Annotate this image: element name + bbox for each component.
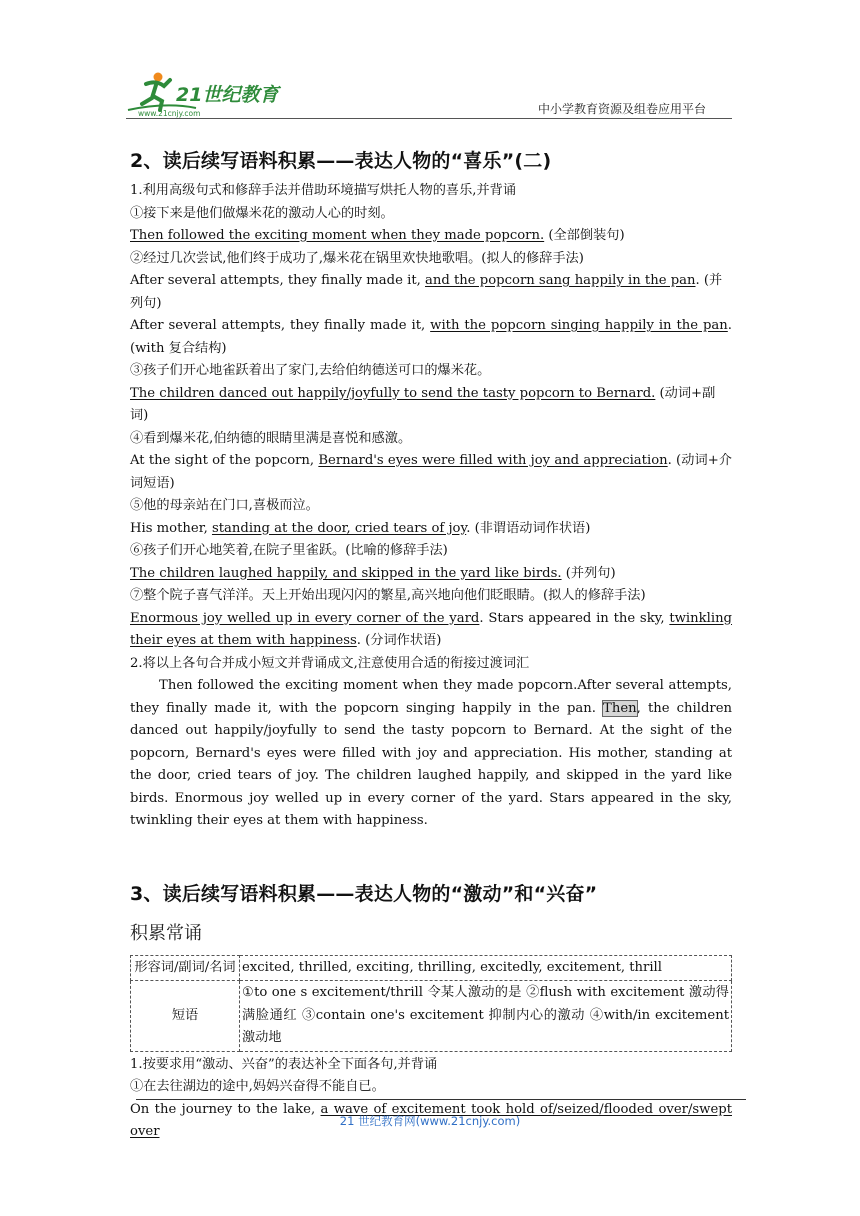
sentence-en bbox=[130, 225, 732, 248]
answer-underline: The children danced out happily/joyfully to send the tasty popcorn to Bernard. bbox=[130, 385, 656, 401]
answer-underline: twinkling their eyes at them with happiness bbox=[130, 610, 733, 648]
section-2-title: 2、读后续写语料积累——表达人物的“喜乐”(二) bbox=[130, 150, 552, 172]
answer-underline: and the popcorn sang happily in the pan bbox=[425, 273, 696, 288]
sentence-cn: ⑤他的母亲站在门口,喜极而泣。 bbox=[130, 498, 319, 513]
sentence-cn: ①在去往湖边的途中,妈妈兴奋得不能自已。 bbox=[130, 1079, 385, 1094]
sentence-en bbox=[130, 450, 732, 495]
header-divider bbox=[126, 118, 732, 119]
sentence-text: After several attempts, they finally made it, bbox=[130, 273, 426, 288]
task-instruction: 2.将以上各句合并成小短文并背诵成文,注意使用合适的衔接过渡词汇 bbox=[130, 655, 530, 671]
footer-link[interactable]: 21 世纪教育网(www.21cnjy.com) bbox=[339, 1114, 521, 1128]
sentence-cn: ⑥孩子们开心地笑着,在院子里雀跃。(比喻的修辞手法) bbox=[130, 543, 448, 558]
table-row bbox=[131, 981, 732, 1052]
sentence-text: His mother, bbox=[130, 520, 212, 536]
answer-underline: Enormous joy welled up in every corner of the yard bbox=[130, 610, 480, 626]
summary-paragraph bbox=[130, 675, 732, 833]
svg-text:21世纪教育: 21世纪教育 bbox=[176, 84, 279, 106]
table-label-cell: 形容词/副词/名词 bbox=[131, 955, 240, 981]
grammar-note: (全部倒装句) bbox=[544, 228, 625, 243]
main-content bbox=[130, 146, 732, 1144]
grammar-note: . (非谓语动词作状语) bbox=[466, 520, 591, 536]
sentence-text: After several attempts, they finally made it, bbox=[130, 318, 431, 333]
svg-text:www.21cnjy.com: www.21cnjy.com bbox=[138, 109, 201, 118]
section-3-title: 3、读后续写语料积累——表达人物的“激动”和“兴奋” bbox=[130, 882, 598, 905]
sentence-cn: ③孩子们开心地雀跃着出了家门,去给伯纳德送可口的爆米花。 bbox=[130, 363, 491, 378]
grammar-note: . (动词+介词短语) bbox=[130, 453, 732, 491]
grammar-note: (动词+副词) bbox=[130, 385, 716, 423]
sentence-text: At the sight of the popcorn, bbox=[130, 453, 319, 468]
sentence-cn: ④看到爆米花,伯纳德的眼睛里满是喜悦和感激。 bbox=[130, 430, 412, 446]
table-content-cell: excited, thrilled, exciting, thrilling, excitedly, excitement, thrill bbox=[240, 955, 732, 981]
table-content-cell: ①to one s excitement/thrill 令某人激动的是 ②flush with excitement 激动得满脸通红 ③contain one's excitement 抑制内心的激动 ④with/in excitement 激动地 bbox=[240, 981, 732, 1052]
sentence-cn: ①接下来是他们做爆米花的激动人心的时刻。 bbox=[130, 205, 394, 221]
grammar-note: (并列句) bbox=[561, 565, 616, 581]
sentence-en bbox=[130, 315, 732, 360]
sentence-cn: ②经过几次尝试,他们终于成功了,爆米花在锅里欢快地歌唱。(拟人的修辞手法) bbox=[130, 250, 584, 266]
sentence-text: On the journey to the lake, bbox=[130, 1101, 321, 1117]
highlighted-word: Then bbox=[603, 700, 637, 716]
paragraph-text: , the children danced out happily/joyfully to send the tasty popcorn to Bernard. At the sight of the popcorn, Bernard's eyes were filled with joy and appreciation. His mother, standing at the door, cried tears of joy. The children laughed happily, and skipped in the yard like birds. Enormous joy welled up in every corner of the yard. Stars appeared in the sky, twinkling their eyes at them with happiness. bbox=[130, 700, 733, 828]
vocabulary-table bbox=[130, 955, 732, 1052]
answer-underline: Bernard's eyes were filled with joy and appreciation bbox=[318, 453, 668, 468]
grammar-note: . (with 复合结构) bbox=[130, 318, 732, 356]
answer-underline: The children laughed happily, and skipped in the yard like birds. bbox=[130, 565, 562, 581]
brand-logo-icon bbox=[126, 68, 296, 118]
task-instruction: 1.利用高级句式和修辞手法并借助环境描写烘托人物的喜乐,并背诵 bbox=[130, 183, 517, 198]
sentence-en bbox=[130, 270, 732, 315]
sentence-en bbox=[130, 518, 732, 541]
sentence-en bbox=[130, 608, 732, 653]
sentence-en bbox=[130, 563, 732, 586]
section-subtitle: 积累常诵 bbox=[130, 922, 202, 944]
sentence-en bbox=[130, 383, 732, 428]
task-instruction: 1.按要求用“激动、兴奋”的表达补全下面各句,并背诵 bbox=[130, 1056, 438, 1072]
platform-name: 中小学教育资源及组卷应用平台 bbox=[538, 102, 707, 116]
answer-underline: a wave of excitement took hold of/seized/flooded over/swept over bbox=[130, 1101, 732, 1139]
paragraph-text: Then followed the exciting moment when they made popcorn.After several attempts, they finally made it, with the popcorn singing happily in the pan. bbox=[130, 678, 732, 716]
grammar-note: . (并列句) bbox=[130, 273, 723, 311]
footer-divider bbox=[136, 1099, 746, 1100]
table-row bbox=[131, 955, 732, 981]
grammar-note: . (分词作状语) bbox=[356, 633, 442, 648]
answer-underline: standing at the door, cried tears of joy bbox=[211, 520, 467, 536]
sentence-cn: ⑦整个院子喜气洋洋。天上开始出现闪闪的繁星,高兴地向他们眨眼睛。(拟人的修辞手法) bbox=[130, 588, 646, 603]
table-label-cell: 短语 bbox=[131, 981, 240, 1052]
answer-underline: with the popcorn singing happily in the pan bbox=[430, 318, 728, 333]
answer-underline: Then followed the exciting moment when they made popcorn. bbox=[130, 228, 545, 243]
sentence-text: . Stars appeared in the sky, bbox=[479, 610, 670, 626]
